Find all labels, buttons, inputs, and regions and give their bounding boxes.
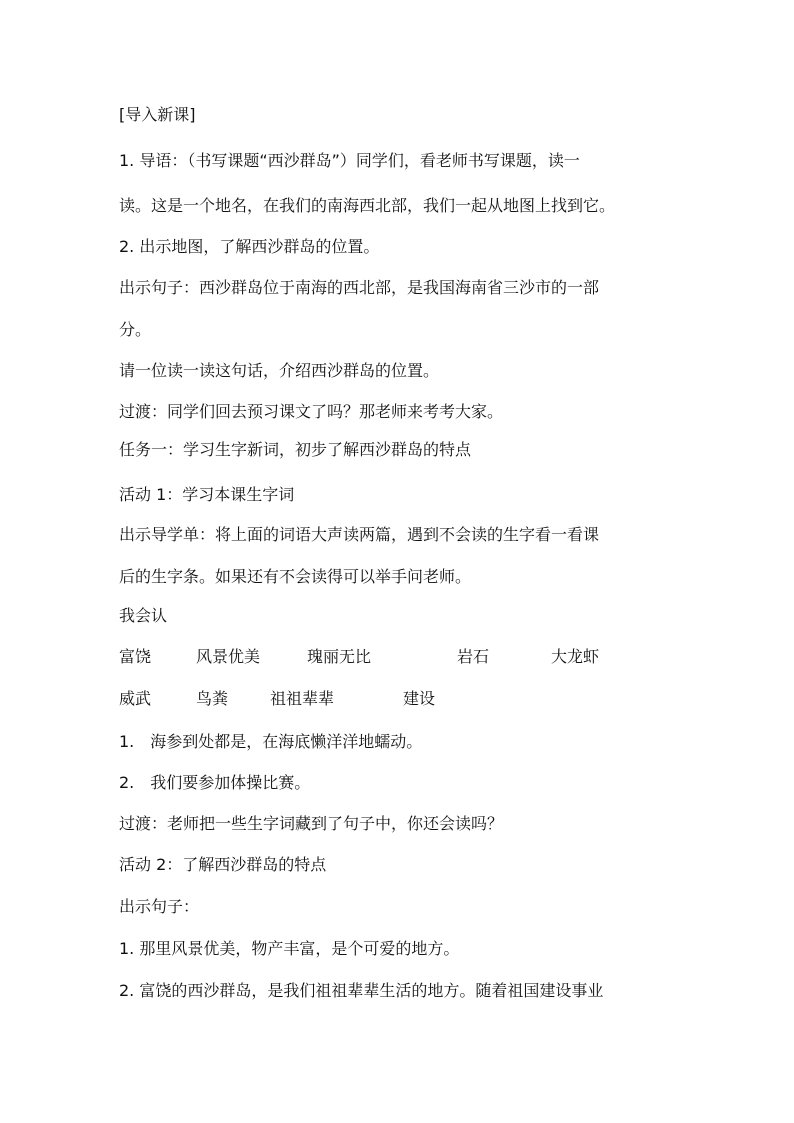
activity-heading: 活动 1：学习本课生字词 xyxy=(119,485,295,504)
vocab-word: 富饶 xyxy=(119,647,152,666)
activity-heading: 活动 2：了解西沙群岛的特点 xyxy=(119,855,327,874)
paragraph-line: 分。 xyxy=(119,320,152,339)
sentence-line: 1. 那里风景优美，物产丰富，是个可爱的地方。 xyxy=(119,939,460,958)
vocab-word: 鸟粪 xyxy=(196,689,229,708)
vocab-word: 风景优美 xyxy=(196,647,261,666)
paragraph-line: 出示句子：西沙群岛位于南海的西北部，是我国海南省三沙市的一部 xyxy=(119,278,600,297)
vocab-heading: 我会认 xyxy=(119,606,168,625)
paragraph-line: 读。这是一个地名，在我们的南海西北部，我们一起从地图上找到它。 xyxy=(119,196,616,215)
sentence-line: 2. 富饶的西沙群岛，是我们祖祖辈辈生活的地方。随着祖国建设事业 xyxy=(119,981,604,1000)
paragraph-line: 请一位读一读这句话，介绍西沙群岛的位置。 xyxy=(119,361,440,380)
paragraph-line: 过渡：同学们回去预习课文了吗？那老师来考考大家。 xyxy=(119,402,504,421)
paragraph-line: 出示句子： xyxy=(119,897,200,916)
sentence-line: 1. 海参到处都是，在海底懒洋洋地蠕动。 xyxy=(119,732,423,751)
vocab-word: 建设 xyxy=(403,689,436,708)
task-heading: 任务一：学习生字新词，初步了解西沙群岛的特点 xyxy=(119,440,472,459)
paragraph-line: 1. 导语：（书写课题“西沙群岛”）同学们，看老师书写课题，读一 xyxy=(119,151,580,170)
vocab-word: 祖祖辈辈 xyxy=(270,689,335,708)
sentence-line: 2. 我们要参加体操比赛。 xyxy=(119,773,311,792)
vocab-word: 瑰丽无比 xyxy=(307,647,372,666)
paragraph-line: 过渡：老师把一些生字词藏到了句子中，你还会读吗？ xyxy=(119,814,504,833)
vocab-word: 大龙虾 xyxy=(551,647,600,666)
section-heading: [导入新课] xyxy=(119,105,196,124)
vocab-word: 岩石 xyxy=(457,647,490,666)
vocab-word: 威武 xyxy=(119,689,152,708)
paragraph-line: 出示导学单：将上面的词语大声读两篇，遇到不会读的生字看一看课 xyxy=(119,525,600,544)
paragraph-line: 2. 出示地图，了解西沙群岛的位置。 xyxy=(119,237,380,256)
paragraph-line: 后的生字条。如果还有不会读得可以举手问老师。 xyxy=(119,567,472,586)
